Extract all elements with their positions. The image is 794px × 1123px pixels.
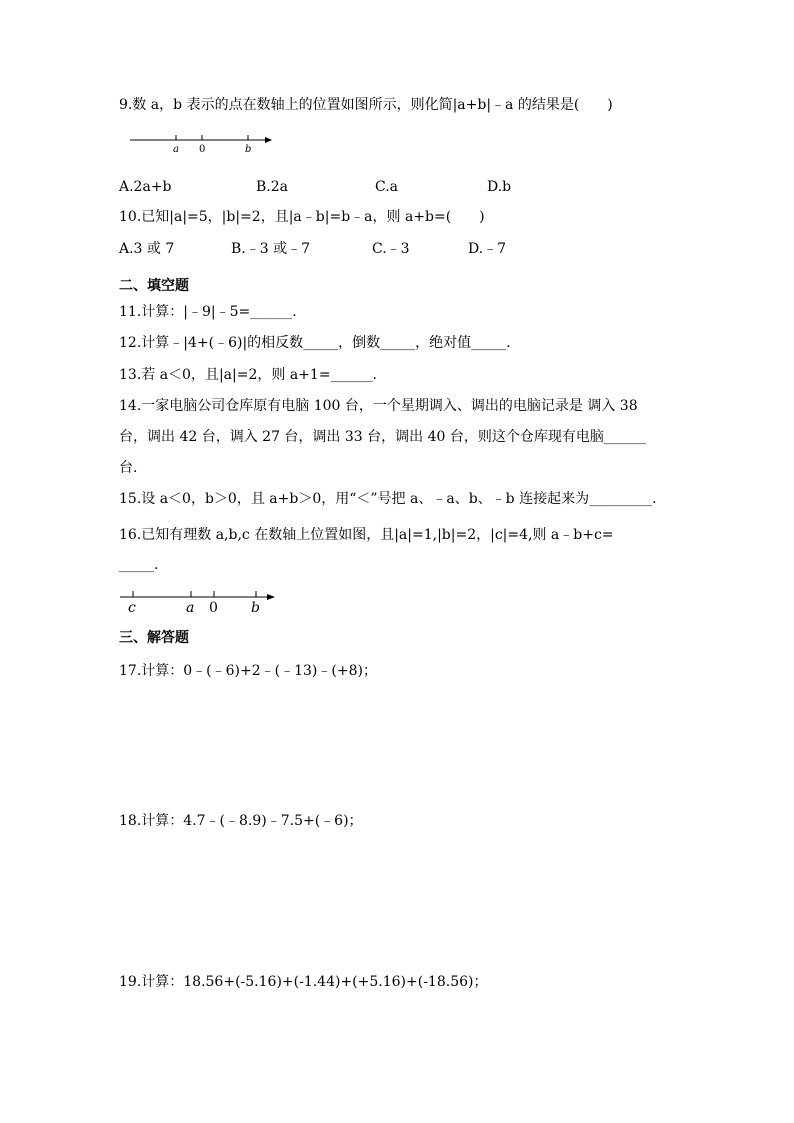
q10-option-d: D.﹣7 xyxy=(468,241,507,257)
section-heading-fill-in: 二、填空题 xyxy=(119,278,189,294)
axis-arrow xyxy=(267,594,275,600)
q9-option-a: A.2a+b xyxy=(119,179,172,195)
question-13-text: 13.若 a＜0，且|a|=2，则 a+1=______. xyxy=(119,367,378,383)
q9-option-c: C.a xyxy=(375,179,399,195)
question-9-text: 9.数 a，b 表示的点在数轴上的位置如图所示，则化简|a+b|﹣a 的结果是( ) xyxy=(119,97,613,113)
label-b: b xyxy=(245,144,252,155)
label-b: b xyxy=(251,600,260,616)
q9-option-d: D.b xyxy=(487,179,512,195)
question-11-text: 11.计算：|﹣9|﹣5=______. xyxy=(119,304,297,320)
question-18-text: 18.计算：4.7﹣(﹣8.9)﹣7.5+(﹣6)； xyxy=(119,813,363,829)
number-line-q16 xyxy=(118,588,280,620)
question-16-line-1: 16.已知有理数 a,b,c 在数轴上位置如图，且|a|=1,|b|=2，|c|=4,则 a﹣b+c= xyxy=(119,527,614,543)
question-17-text: 17.计算：0﹣(﹣6)+2﹣(﹣13)﹣(+8)； xyxy=(119,663,377,679)
q10-option-c: C.﹣3 xyxy=(372,241,410,257)
question-10-text: 10.已知|a|=5，|b|=2，且|a﹣b|=b﹣a，则 a+b=( ) xyxy=(119,209,485,225)
number-line-q9 xyxy=(126,130,276,156)
question-12-text: 12.计算﹣|4+(﹣6)|的相反数_____，倒数_____，绝对值_____. xyxy=(119,335,511,351)
label-c: c xyxy=(128,600,136,616)
question-19-text: 19.计算：18.56+(-5.16)+(-1.44)+(+5.16)+(-18.56)； xyxy=(119,974,488,990)
label-a: a xyxy=(186,600,195,616)
label-0: 0 xyxy=(209,600,218,616)
label-a: a xyxy=(173,144,179,155)
section-heading-solve: 三、解答题 xyxy=(119,630,189,646)
q10-option-a: A.3 或 7 xyxy=(119,241,175,257)
question-14-line-3: 台. xyxy=(119,460,138,476)
q10-option-b: B.﹣3 或﹣7 xyxy=(231,241,311,257)
axis-arrow xyxy=(265,137,272,143)
question-16-line-2: _____. xyxy=(119,557,159,573)
label-0: 0 xyxy=(199,144,206,155)
question-15-text: 15.设 a＜0，b＞0，且 a+b＞0，用“＜”号把 a、﹣a、b、﹣b 连接起来为_________. xyxy=(119,491,657,507)
q9-option-b: B.2a xyxy=(256,179,288,195)
question-14-line-1: 14.一家电脑公司仓库原有电脑 100 台，一个星期调入、调出的电脑记录是 调入 38 xyxy=(119,398,638,414)
question-14-line-2: 台，调出 42 台，调入 27 台，调出 33 台，调出 40 台，则这个仓库现有电脑______ xyxy=(119,429,646,445)
